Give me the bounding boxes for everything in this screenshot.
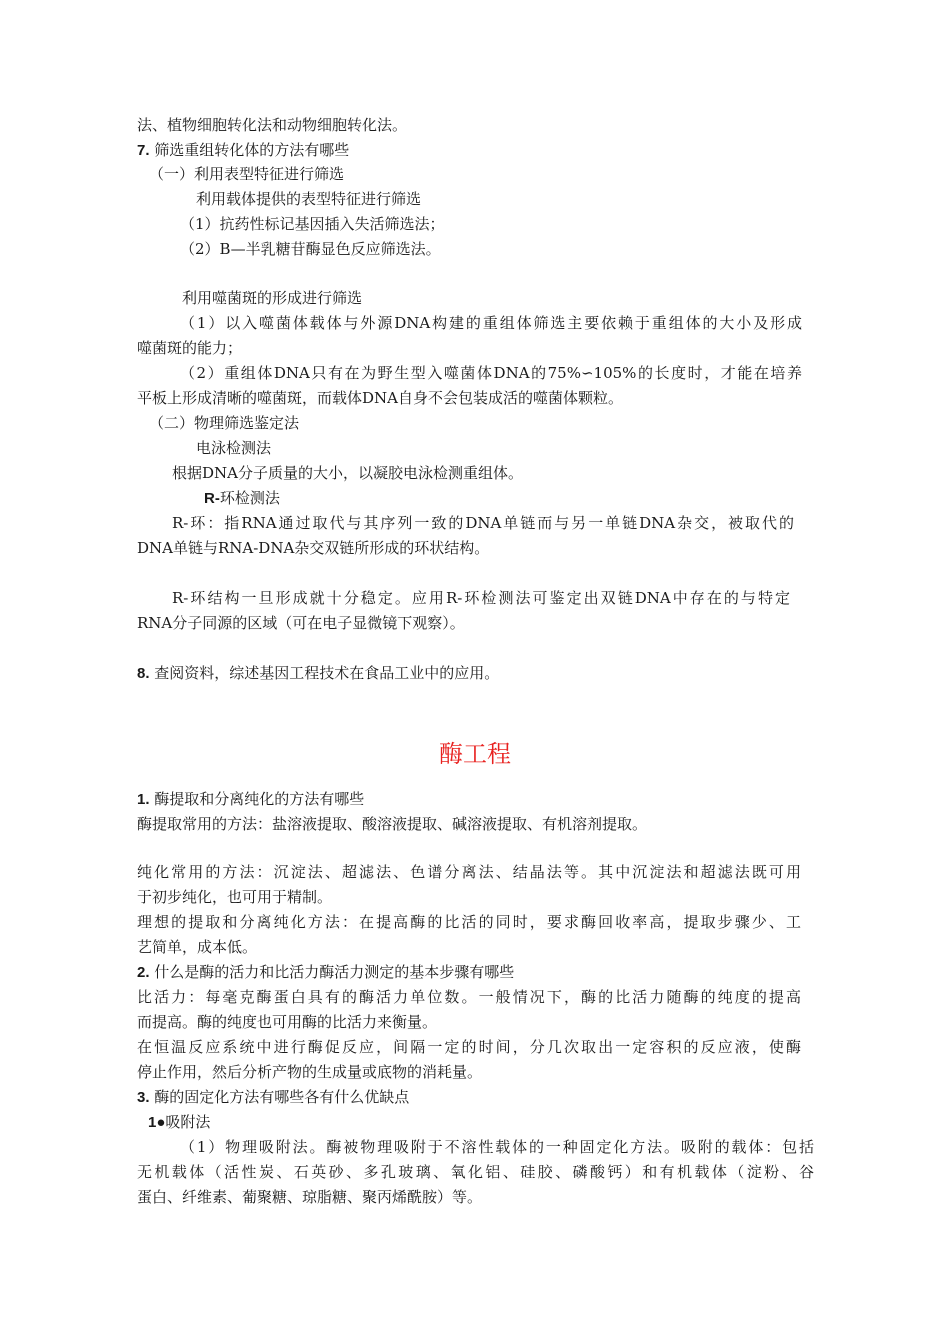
question-8-heading (137, 663, 827, 684)
method-heading (148, 1112, 838, 1133)
paragraph-line: 根据DNA分子质量的大小，以凝胶电泳检测重组体。 (172, 464, 523, 482)
question-number: 7. (137, 142, 150, 159)
sub-subheading: 利用噬菌斑的形成进行筛选 (182, 289, 363, 307)
question-text: 什么是酶的活力和比活力酶活力测定的基本步骤有哪些 (154, 963, 515, 981)
question-number: 8. (137, 665, 150, 682)
sub-subheading: 利用载体提供的表型特征进行筛选 (196, 190, 422, 208)
question-text: 酶的固定化方法有哪些各有什么优缺点 (154, 1088, 410, 1106)
paragraph-line: 酶提取常用的方法：盐溶液提取、酸溶液提取、碱溶液提取、有机溶剂提取。 (137, 815, 648, 833)
chapter-title: 酶工程 (439, 740, 511, 768)
text-line: 法、植物细胞转化法和动物细胞转化法。 (137, 116, 408, 134)
question-2-heading (137, 962, 827, 983)
paragraph-line: （1）物理吸附法。酶被物理吸附于不溶性载体的一种固定化方法。吸附的载体：包括 (180, 1138, 814, 1156)
paragraph-line: 噬菌斑的能力； (137, 339, 243, 357)
subheading: （二）物理筛选鉴定法 (149, 414, 300, 432)
question-text: 筛选重组转化体的方法有哪些 (154, 141, 350, 159)
list-item: （2）B—半乳糖苷酶显色反应筛选法。 (180, 240, 441, 258)
paragraph-line: DNA单链与RNA-DNA杂交双链所形成的环状结构。 (137, 539, 490, 557)
question-3-heading (137, 1087, 827, 1108)
question-number: 1. (137, 791, 150, 808)
paragraph-line: 纯化常用的方法：沉淀法、超滤法、色谱分离法、结晶法等。其中沉淀法和超滤法既可用 (137, 863, 801, 881)
list-item: （1）抗药性标记基因插入失活筛选法； (180, 215, 445, 233)
question-number: 3. (137, 1089, 150, 1106)
paragraph-line: RNA分子同源的区域（可在电子显微镜下观察）。 (137, 614, 465, 632)
paragraph-line: 蛋白、纤维素、葡聚糖、琼脂糖、聚丙烯酰胺）等。 (137, 1188, 483, 1206)
question-text: 酶提取和分离纯化的方法有哪些 (154, 790, 365, 808)
paragraph-line: 平板上形成清晰的噬菌斑，而载体DNA自身不会包装成活的噬菌体颗粒。 (137, 389, 623, 407)
question-7-heading (137, 140, 827, 161)
sub-subheading (204, 488, 894, 509)
paragraph-line: 无机载体（活性炭、石英砂、多孔玻璃、氧化铝、硅胶、磷酸钙）和有机载体（淀粉、谷 (137, 1163, 814, 1181)
paragraph-line: 比活力：每毫克酶蛋白具有的酶活力单位数。一般情况下，酶的比活力随酶的纯度的提高 (137, 988, 801, 1006)
paragraph-line: 理想的提取和分离纯化方法：在提高酶的比活的同时，要求酶回收率高，提取步骤少、工 (137, 913, 801, 931)
paragraph-line: 艺简单，成本低。 (137, 938, 258, 956)
question-number: 2. (137, 964, 150, 981)
paragraph-line: （1）以入噬菌体载体与外源DNA构建的重组体筛选主要依赖于重组体的大小及形成 (180, 314, 802, 332)
paragraph-line: 于初步纯化，也可用于精制。 (137, 888, 333, 906)
question-text: 查阅资料，综述基因工程技术在食品工业中的应用。 (154, 664, 500, 682)
paragraph-line: 停止作用，然后分析产物的生成量或底物的消耗量。 (137, 1063, 483, 1081)
paragraph-line: 在恒温反应系统中进行酶促反应，间隔一定的时间，分几次取出一定容积的反应液，使酶 (137, 1038, 801, 1056)
paragraph-line: （2）重组体DNA只有在为野生型入噬菌体DNA的75%∽105%的长度时，才能在培养 (180, 364, 802, 382)
paragraph-line: 而提高。酶的纯度也可用酶的比活力来衡量。 (137, 1013, 438, 1031)
bold-prefix: R- (204, 490, 220, 507)
method-title: 吸附法 (165, 1113, 211, 1131)
sub-subheading: 电泳检测法 (196, 439, 272, 457)
heading-text: 环检测法 (219, 489, 280, 507)
paragraph-line: R-环：指RNA通过取代与其序列一致的DNA单链而与另一单链DNA杂交，被取代的 (172, 514, 794, 532)
paragraph-line: R-环结构一旦形成就十分稳定。应用R-环检测法可鉴定出双链DNA中存在的与特定 (172, 589, 790, 607)
method-number: 1● (148, 1114, 166, 1131)
subheading: （一）利用表型特征进行筛选 (149, 165, 345, 183)
question-1-heading (137, 789, 827, 810)
